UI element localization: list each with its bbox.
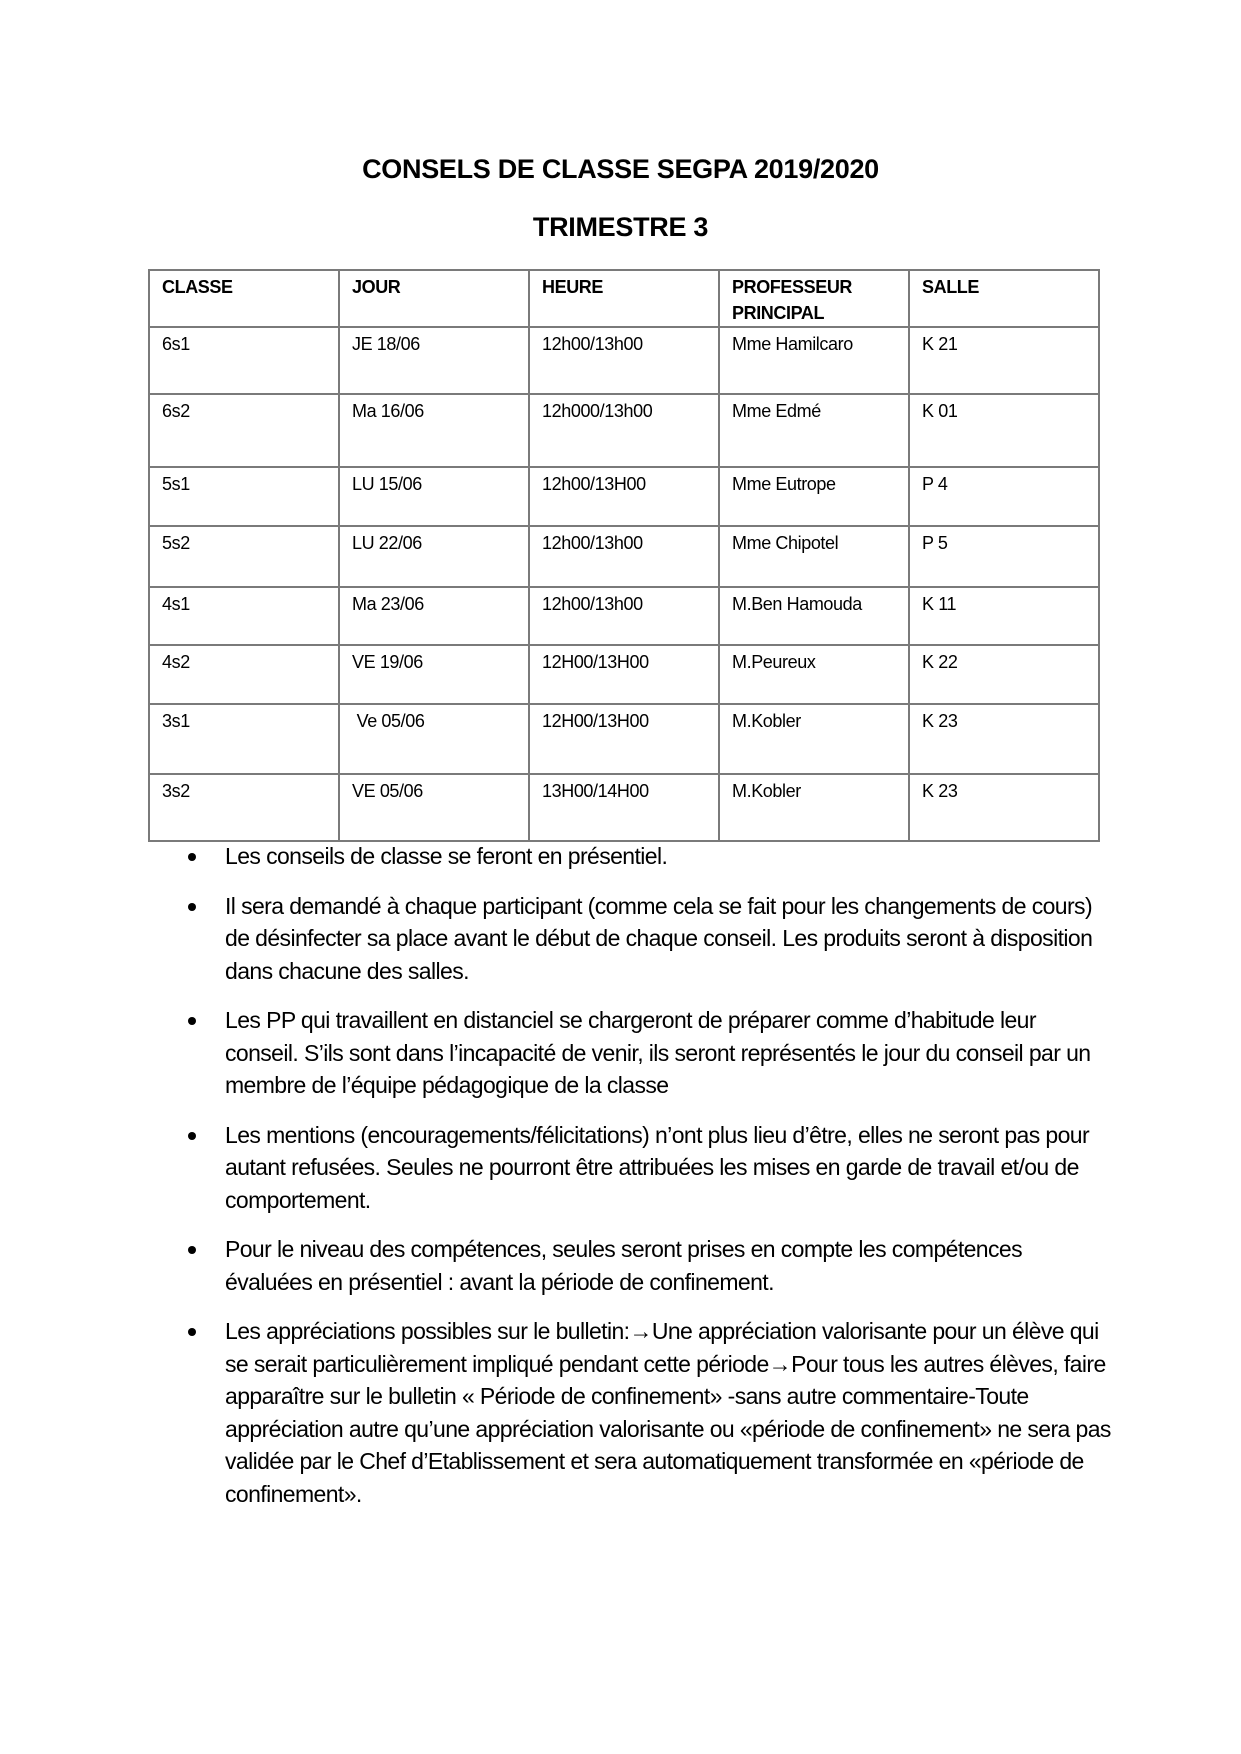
cell-professeur: M.Ben Hamouda xyxy=(719,587,909,645)
cell-classe: 3s2 xyxy=(149,774,339,841)
cell-classe: 4s2 xyxy=(149,645,339,704)
cell-heure: 12h00/13h00 xyxy=(529,327,719,394)
header-heure: HEURE xyxy=(529,270,719,327)
cell-jour: JE 18/06 xyxy=(339,327,529,394)
table-row xyxy=(149,774,1099,841)
cell-professeur: M.Peureux xyxy=(719,645,909,704)
note-text: Les appréciations possibles sur le bulletin:→Une appréciation valorisante pour un élève qui se serait particulièrement impliqué pendant cette période→Pour tous les autres élèves, faire apparaître sur le bulletin « Période de confinement» -sans autre commentaire-Toute appréciation autre qu’une appréciation valorisante ou «période de confinement» ne sera pas validée par le Chef d’Etablissement et sera automatiquement transformée en «période de confinement». xyxy=(225,1318,1111,1507)
list-item xyxy=(0,840,1241,873)
note-text: Les conseils de classe se feront en présentiel. xyxy=(225,843,668,869)
table-row xyxy=(149,467,1099,526)
bullet-icon xyxy=(188,853,196,861)
table-row xyxy=(149,394,1099,467)
cell-salle: K 23 xyxy=(909,774,1099,841)
cell-jour: VE 19/06 xyxy=(339,645,529,704)
bullet-icon xyxy=(188,903,196,911)
cell-professeur: M.Kobler xyxy=(719,774,909,841)
schedule-table xyxy=(148,269,1100,842)
cell-heure: 12h00/13H00 xyxy=(529,467,719,526)
header-salle: SALLE xyxy=(909,270,1099,327)
notes-list xyxy=(0,840,1241,1527)
cell-heure: 12H00/13H00 xyxy=(529,704,719,774)
cell-classe: 5s2 xyxy=(149,526,339,587)
cell-classe: 4s1 xyxy=(149,587,339,645)
cell-professeur: Mme Chipotel xyxy=(719,526,909,587)
header-jour: JOUR xyxy=(339,270,529,327)
cell-salle: K 23 xyxy=(909,704,1099,774)
table-row xyxy=(149,526,1099,587)
table-row xyxy=(149,587,1099,645)
list-item xyxy=(0,1233,1241,1298)
cell-jour: Ma 23/06 xyxy=(339,587,529,645)
bullet-icon xyxy=(188,1328,196,1336)
cell-classe: 5s1 xyxy=(149,467,339,526)
cell-salle: K 21 xyxy=(909,327,1099,394)
cell-jour: Ve 05/06 xyxy=(339,704,529,774)
table-row xyxy=(149,327,1099,394)
cell-salle: P 4 xyxy=(909,467,1099,526)
list-item xyxy=(0,890,1241,988)
note-text: Les PP qui travaillent en distanciel se chargeront de préparer comme d’habitude leur conseil. S’ils sont dans l’incapacité de venir, ils seront représentés le jour du conseil par un membre de l’équipe pédagogique de la classe xyxy=(225,1007,1091,1098)
note-text: Les mentions (encouragements/félicitations) n’ont plus lieu d’être, elles ne seront pas pour autant refusées. Seules ne pourront être attribuées les mises en garde de travail et/ou de comportement. xyxy=(225,1121,1090,1213)
document-title: CONSELS DE CLASSE SEGPA 2019/2020 xyxy=(362,154,879,184)
note-text: Pour le niveau des compétences, seules seront prises en compte les compétences évaluées en présentiel : avant la période de confinement. xyxy=(225,1236,1022,1295)
cell-professeur: Mme Eutrope xyxy=(719,467,909,526)
bullet-icon xyxy=(188,1132,196,1140)
cell-classe: 6s2 xyxy=(149,394,339,467)
cell-jour: LU 15/06 xyxy=(339,467,529,526)
cell-classe: 6s1 xyxy=(149,327,339,394)
cell-salle: K 11 xyxy=(909,587,1099,645)
list-item xyxy=(0,1004,1241,1102)
document-subtitle: TRIMESTRE 3 xyxy=(532,212,709,242)
cell-professeur: Mme Edmé xyxy=(719,394,909,467)
table-row xyxy=(149,645,1099,704)
bullet-icon xyxy=(188,1246,196,1254)
cell-jour: VE 05/06 xyxy=(339,774,529,841)
list-item xyxy=(0,1315,1241,1510)
cell-salle: P 5 xyxy=(909,526,1099,587)
list-item xyxy=(0,1119,1241,1217)
cell-heure: 12h00/13h00 xyxy=(529,587,719,645)
cell-heure: 12H00/13H00 xyxy=(529,645,719,704)
cell-salle: K 22 xyxy=(909,645,1099,704)
table-row xyxy=(149,704,1099,774)
cell-professeur: M.Kobler xyxy=(719,704,909,774)
cell-heure: 13H00/14H00 xyxy=(529,774,719,841)
cell-classe: 3s1 xyxy=(149,704,339,774)
table-header-row xyxy=(149,270,1099,327)
cell-professeur: Mme Hamilcaro xyxy=(719,327,909,394)
cell-salle: K 01 xyxy=(909,394,1099,467)
bullet-icon xyxy=(188,1017,196,1025)
cell-jour: LU 22/06 xyxy=(339,526,529,587)
header-professeur: PROFESSEUR PRINCIPAL xyxy=(719,270,909,327)
cell-heure: 12h00/13h00 xyxy=(529,526,719,587)
note-text: Il sera demandé à chaque participant (comme cela se fait pour les changements de cours) de désinfecter sa place avant le début de chaque conseil. Les produits seront à disposition dans chacune des salles. xyxy=(225,892,1093,984)
header-classe: CLASSE xyxy=(149,270,339,327)
cell-heure: 12h000/13h00 xyxy=(529,394,719,467)
cell-jour: Ma 16/06 xyxy=(339,394,529,467)
